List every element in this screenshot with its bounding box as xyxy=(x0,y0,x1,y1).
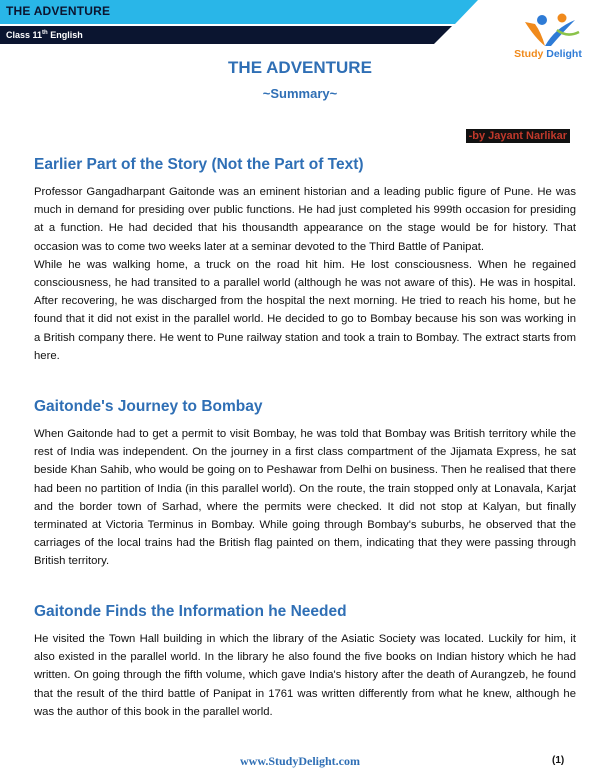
logo-brand-text: Study Delight xyxy=(514,48,582,60)
page-subtitle: ~Summary~ xyxy=(262,86,338,101)
section-heading: Gaitonde's Journey to Bombay xyxy=(34,398,263,415)
section-information-needed xyxy=(34,603,576,721)
header-bar xyxy=(0,0,478,44)
header-class-label: Class 11th English xyxy=(6,30,83,40)
section-paragraph: Professor Gangadharpant Gaitonde was an eminent historian and a leading public figure of Pune. He was much in demand for presiding over public functions. He had just completed his 999th occasion for presiding at a function. He had decided that his thousandth appearance on the stage would be for history. That occasion was to come two weeks later at a seminar devoted to the Third Battle of Panipat. xyxy=(34,186,576,253)
section-heading: Earlier Part of the Story (Not the Part of Text) xyxy=(34,156,364,173)
header-doc-title: THE ADVENTURE xyxy=(6,4,111,18)
section-paragraph: While he was walking home, a truck on the road hit him. He lost consciousness. When he regained consciousness, he had transited to a parallel world (although he was not aware of this). He was in hospital. After recovering, he was discharged from the hospital the next morning. He tried to reach his home, but he found that it did not exist in the parallel world. He decided to go to Bombay because his son was working in a British company there. He went to Pune railway station and took a train to Bombay. The extract starts from here. xyxy=(34,258,576,362)
section-journey-to-bombay xyxy=(34,398,576,571)
author-label: -by Jayant Narlikar xyxy=(466,129,570,143)
section-paragraph: When Gaitonde had to get a permit to visit Bombay, he was told that Bombay was British territory while the rest of India was independent. On the journey in a first class compartment of the Jijamata Express, he sat beside Khan Sahib, who would be going on to Peshawar from Delhi on business. Then he realised that there had been no partition of India (in this parallel world). On the route, the train stopped only at Lonavala, Karjat and the border town of Sarhad, where the permits were checked. It did not stop at Kalyan, but finally terminated at Victoria Terminus in Bombay. While going through Bombay's suburbs, he observed that the carriages of the local trains had the British flag painted on them, indicating that they were passing through British territory. xyxy=(34,428,576,568)
footer-website-link[interactable]: www.StudyDelight.com xyxy=(239,754,360,768)
page-number: (1) xyxy=(552,755,565,766)
section-paragraph: He visited the Town Hall building in which the library of the Asiatic Society was located. Luckily for him, it also existed in the parallel world. In the library he also found the five books on Indian history which he had written. On going through the fifth volume, which gave India's history after the death of Aurangzeb, he found that the result of the third battle of Panipat in 1761 was written differently from what he knew, although he was the author of this book in the parallel world. xyxy=(34,633,576,718)
page-title: THE ADVENTURE xyxy=(228,58,372,77)
section-heading: Gaitonde Finds the Information he Needed xyxy=(34,603,347,620)
section-earlier-part xyxy=(34,156,576,365)
